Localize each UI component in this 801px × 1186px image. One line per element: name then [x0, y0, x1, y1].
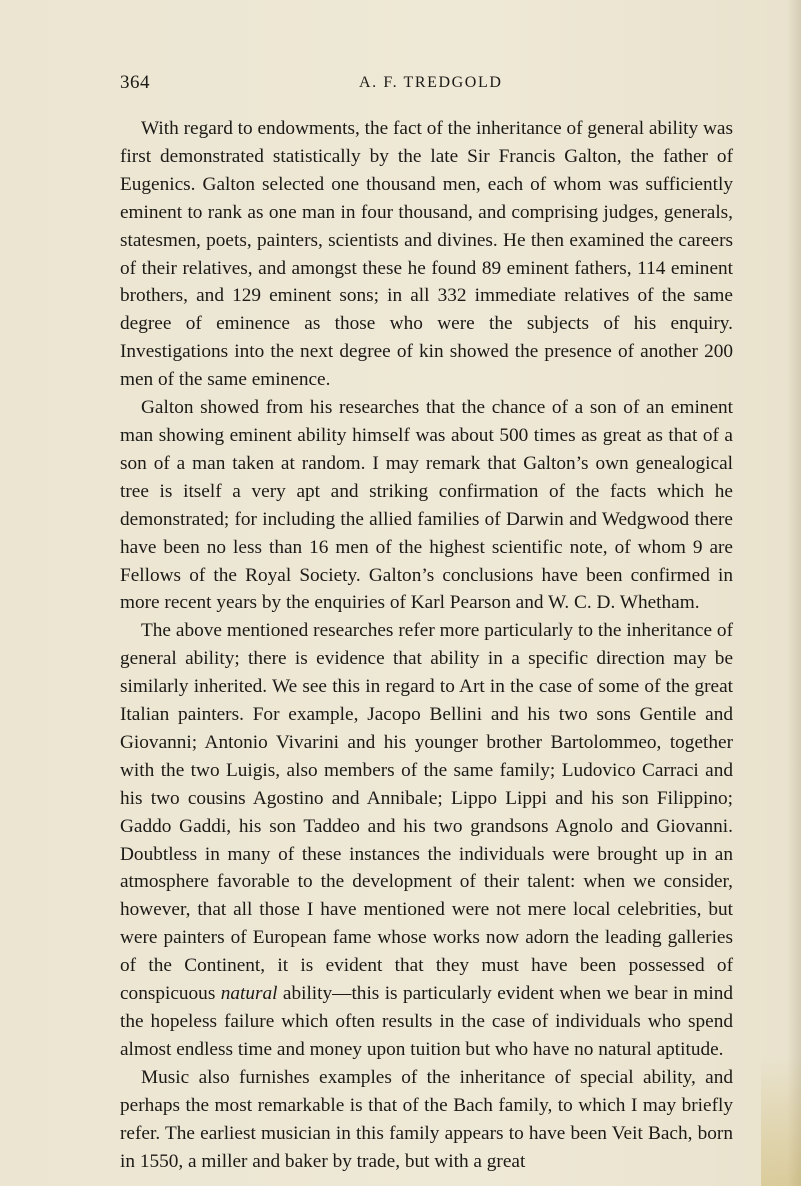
paragraph-text: Galton showed from his researches that the chance of a son of an eminent man showing eminent ability himself was about 500 times as great as that of a son of a man taken at random. I may remark that Galton’s own genealogical tree is itself a very apt and striking confirmation of the facts which he demonstrated; for including the allied families of Darwin and Wedgwood there have been no less than 16 men of the highest scientific note, of whom 9 are Fellows of the Royal Society. Galton’s conclusions have been confirmed in more recent years by the enquiries of Karl Pearson and W. C. D. Whetham. [120, 397, 733, 614]
page-stain [761, 1056, 801, 1186]
running-head [0, 72, 801, 98]
page-edge-shadow [787, 0, 801, 1186]
paragraph-text: With regard to endowments, the fact of the inheritance of general ability was first demonstrated statistically by the late Sir Francis Galton, the father of Eugenics. Galton selected one thousand men, each of whom was sufficiently eminent to rank as one man in four thousand, and comprising judges, generals, statesmen, poets, painters, scientists and divines. He then examined the careers of their relatives, and amongst these he found 89 eminent fathers, 114 eminent brothers, and 129 eminent sons; in all 332 immediate relatives of the same degree of eminence as those who were the subjects of his enquiry. Investigations into the next degree of kin showed the presence of another 200 men of the same eminence. [120, 118, 733, 391]
paragraph-bach-family [120, 1064, 733, 1176]
paragraph-italian-painters [120, 617, 733, 1064]
paragraph-galton-endowments [120, 115, 733, 394]
paragraph-text-continued: ability—this is particularly evident when we bear in mind the hopeless failure which often results in the case of individuals who spend almost endless time and money upon tuition but who have no natural aptitude. [120, 983, 733, 1060]
paragraph-text: The above mentioned researches refer more particularly to the inheritance of general ability; there is evidence that ability in a specific direction may be similarly inherited. We see this in regard to Art in the case of some of the great Italian painters. For example, Jacopo Bellini and his two sons Gentile and Giovanni; Antonio Vivarini and his younger brother Bartolommeo, together with the two Luigis, also members of the same family; Ludovico Carraci and his two cousins Agostino and Annibale; Lippo Lippi and his son Filippino; Gaddo Gaddi, his son Taddeo and his two grandsons Agnolo and Giovanni. Doubtless in many of these instances the individuals were brought up in an atmosphere favorable to the development of their talent: when we consider, however, that all those I have mentioned were not mere local celebrities, but were painters of European fame whose works now adorn the leading galleries of the Continent, it is evident that they must have been possessed of conspicuous [120, 620, 733, 1005]
page-number: 364 [120, 72, 150, 93]
emphasis-natural: natural [220, 983, 278, 1005]
paragraph-text: Music also furnishes examples of the inheritance of special ability, and perhaps the most remarkable is that of the Bach family, to which I may briefly refer. The earliest musician in this family appears to have been Veit Bach, born in 1550, a miller and baker by trade, but with a great [120, 1066, 733, 1172]
paragraph-galton-researches [120, 394, 733, 617]
body-text [120, 115, 733, 1175]
running-title: A. F. TREDGOLD [359, 74, 503, 91]
